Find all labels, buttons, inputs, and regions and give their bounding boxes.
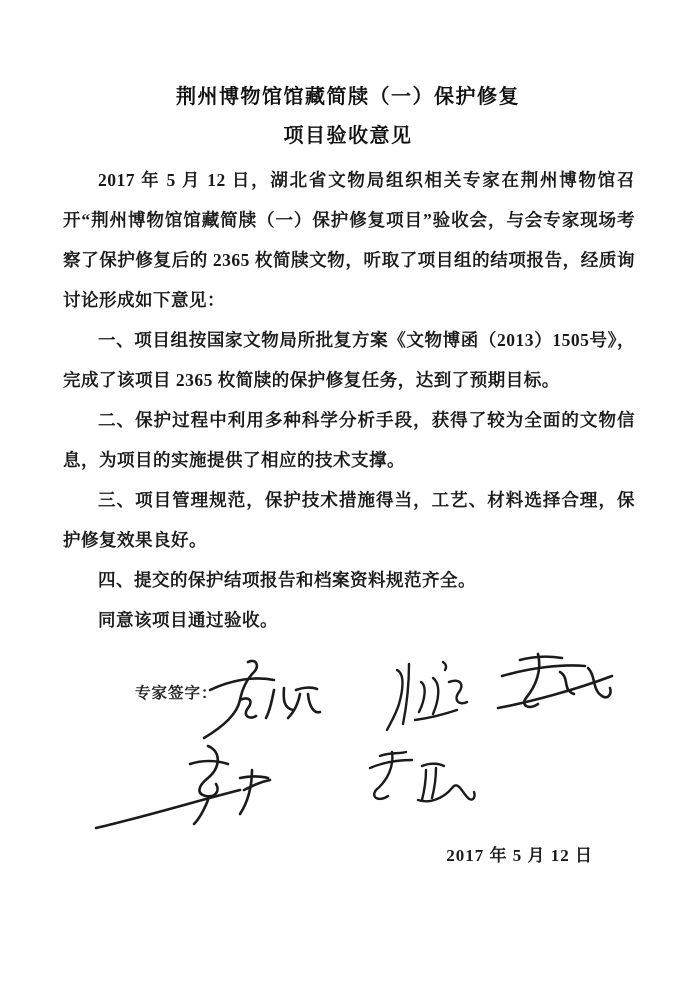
expert-signature-label: 专家签字：	[135, 685, 218, 702]
paragraph-item-3: 三、项目管理规范，保护技术措施得当，工艺、材料选择合理，保护修复效果良好。	[63, 490, 635, 550]
paragraph-item-4: 四、提交的保护结项报告和档案资料规范齐全。	[98, 570, 476, 590]
paragraph-intro: 2017 年 5 月 12 日，湖北省文物局组织相关专家在荆州博物馆召开“荆州博物馆馆藏简牍（一）保护修复项目”验收会，与会专家现场考察了保护修复后的 2365 枚简牍文物，听取了项目组的结项报告，经质询讨论形成如下意见：	[63, 170, 635, 310]
document-date: 2017 年 5 月 12 日	[446, 846, 593, 865]
handwritten-signature-4	[90, 742, 280, 834]
document-title	[0, 78, 696, 156]
handwritten-signature-3	[490, 650, 616, 732]
paragraph-item-2: 二、保护过程中利用多种科学分析手段，获得了较为全面的文物信息，为项目的实施提供了相应的技术支撑。	[63, 410, 635, 470]
document-body	[63, 160, 635, 640]
document-title-line-1: 荆州博物馆馆藏简牍（一）保护修复	[176, 86, 520, 108]
handwritten-signature-5	[360, 748, 480, 830]
paragraph-item-1: 一、项目组按国家文物局所批复方案《文物博函（2013）1505号》，完成了该项目 2365 枚简牍的保护修复任务，达到了预期目标。	[63, 330, 635, 390]
handwritten-signature-1	[196, 656, 322, 748]
document-title-line-2: 项目验收意见	[283, 125, 413, 147]
paragraph-conclusion: 同意该项目通过验收。	[98, 610, 278, 630]
handwritten-signature-2	[385, 656, 479, 740]
